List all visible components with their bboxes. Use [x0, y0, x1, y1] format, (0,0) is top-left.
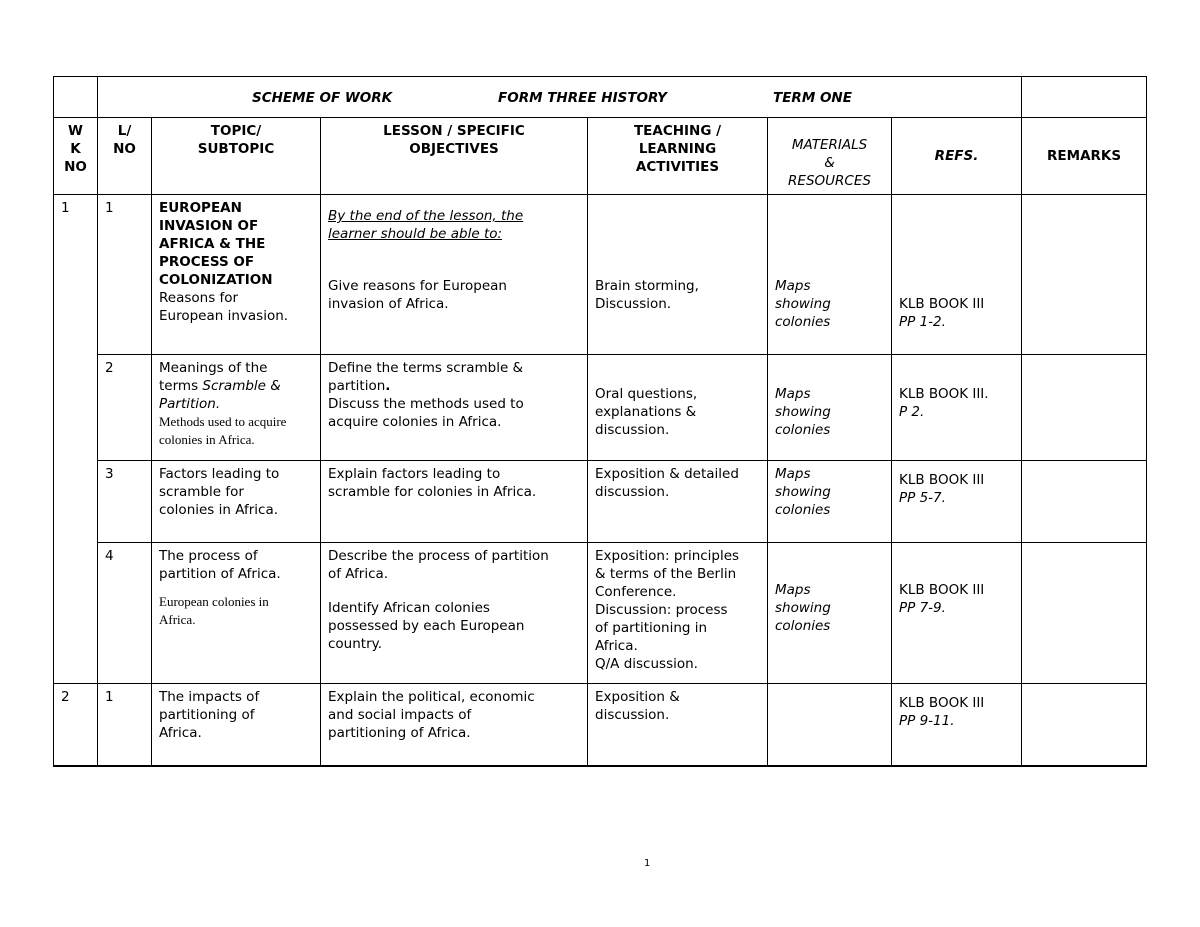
header-refs: REFS.	[892, 118, 1022, 195]
title-blank-cell	[54, 77, 98, 118]
title-remarks-blank	[1022, 77, 1147, 118]
scheme-of-work-table	[53, 76, 1147, 767]
objectives-cell: Define the terms scramble & partition. Discuss the methods used to acquire colonies in Africa.	[321, 355, 588, 461]
lesson-cell: 1	[98, 195, 152, 355]
header-topic: TOPIC/ SUBTOPIC	[152, 118, 321, 195]
activities-cell: Exposition & detailed discussion.	[588, 461, 768, 543]
remarks-cell	[1022, 355, 1147, 461]
title-form-three-history: FORM THREE HISTORY	[498, 90, 667, 106]
title-term-one: TERM ONE	[773, 90, 852, 106]
header-activities: TEACHING / LEARNING ACTIVITIES	[588, 118, 768, 195]
header-lesson-no: L/ NO	[98, 118, 152, 195]
activities-cell: Brain storming, Discussion.	[588, 195, 768, 355]
lesson-cell: 4	[98, 543, 152, 684]
week-cell: 1	[54, 195, 98, 684]
table-row	[54, 355, 1147, 461]
objectives-cell: Explain the political, economic and social impacts of partitioning of Africa.	[321, 684, 588, 766]
materials-cell: Maps showing colonies	[768, 461, 892, 543]
refs-cell: KLB BOOK III PP 9-11.	[892, 684, 1022, 766]
week-cell: 2	[54, 684, 98, 766]
header-week-no: W K NO	[54, 118, 98, 195]
table-row	[54, 543, 1147, 684]
remarks-cell	[1022, 543, 1147, 684]
header-objectives: LESSON / SPECIFIC OBJECTIVES	[321, 118, 588, 195]
lesson-cell: 2	[98, 355, 152, 461]
lesson-cell: 1	[98, 684, 152, 766]
topic-cell: The process of partition of Africa. European colonies in Africa.	[152, 543, 321, 684]
remarks-cell	[1022, 195, 1147, 355]
refs-cell: KLB BOOK III PP 5-7.	[892, 461, 1022, 543]
refs-cell: KLB BOOK III PP 1-2.	[892, 195, 1022, 355]
activities-cell: Exposition & discussion.	[588, 684, 768, 766]
activities-cell: Oral questions, explanations & discussion.	[588, 355, 768, 461]
objectives-cell: Explain factors leading to scramble for colonies in Africa.	[321, 461, 588, 543]
title-row	[54, 77, 1147, 118]
materials-cell: Maps showing colonies	[768, 195, 892, 355]
objectives-cell: By the end of the lesson, the learner should be able to: Give reasons for European invasion of Africa.	[321, 195, 588, 355]
materials-cell: Maps showing colonies	[768, 355, 892, 461]
refs-cell: KLB BOOK III. P 2.	[892, 355, 1022, 461]
title-cell	[98, 77, 1022, 118]
remarks-cell	[1022, 461, 1147, 543]
header-materials: MATERIALS & RESOURCES	[768, 118, 892, 195]
topic-cell: EUROPEAN INVASION OF AFRICA & THE PROCESS OF COLONIZATION Reasons for European invasion.	[152, 195, 321, 355]
materials-cell	[768, 684, 892, 766]
activities-cell: Exposition: principles & terms of the Berlin Conference. Discussion: process of partitioning in Africa. Q/A discussion.	[588, 543, 768, 684]
materials-cell: Maps showing colonies	[768, 543, 892, 684]
lesson-cell: 3	[98, 461, 152, 543]
table-row	[54, 461, 1147, 543]
header-remarks: REMARKS	[1022, 118, 1147, 195]
objectives-cell: Describe the process of partition of Africa. Identify African colonies possessed by each European country.	[321, 543, 588, 684]
remarks-cell	[1022, 684, 1147, 766]
header-row	[54, 118, 1147, 195]
refs-cell: KLB BOOK III PP 7-9.	[892, 543, 1022, 684]
table-row	[54, 684, 1147, 766]
page-number: 1	[644, 858, 651, 869]
topic-cell: Meanings of the terms Scramble & Partition. Methods used to acquire colonies in Africa.	[152, 355, 321, 461]
topic-cell: Factors leading to scramble for colonies in Africa.	[152, 461, 321, 543]
table-row	[54, 195, 1147, 355]
title-scheme-of-work: SCHEME OF WORK	[252, 90, 393, 106]
topic-cell: The impacts of partitioning of Africa.	[152, 684, 321, 766]
